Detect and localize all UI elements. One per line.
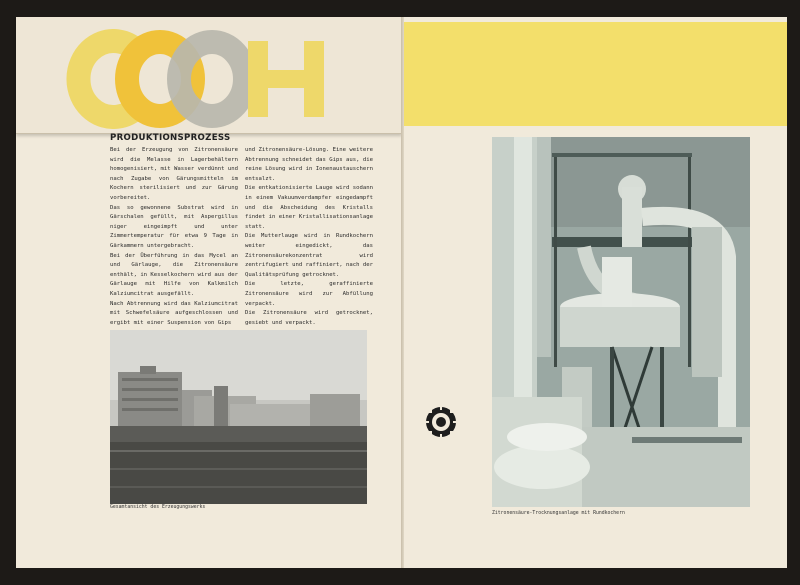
factory-photo <box>110 330 367 504</box>
paragraph: Das so gewonnene Substrat wird in Gärschalen gefüllt, mit Aspergillus niger eingeimpft und unter Zimmertemperatur für etwa 9 Tage in Gärkammern untergebracht. <box>110 204 238 249</box>
paragraph: Die Zitronensäure wird getrocknet, gesiebt und verpackt. <box>245 310 373 326</box>
plant-interior-photo <box>492 137 750 507</box>
paragraph: Bei der Überführung in das Mycel an und Gärlauge, die Zitronensäure enthält, in Kesselkochern wird aus der Gärlauge mit Hilfe von Kalkmilch Kalziumcitrat ausgefällt. <box>110 252 238 297</box>
paragraph: und Zitronensäure-Lösung. Eine weitere Abtrennung schneidet das Gips aus, die reine Lösung wird in Ionenaustauschern entsalzt. <box>245 147 373 182</box>
paragraph: Die letzte, geraffinierte Zitronensäure wird zur Abfüllung verpackt. <box>245 281 373 307</box>
paragraph: Die Mutterlauge wird in Rundkochern weiter eingedickt, das Zitronensäurekonzentrat wird zentrifugiert und raffiniert, nach der Qualitätsprüfung getrocknet. <box>245 233 373 278</box>
logo-chemical-formula <box>56 29 356 129</box>
company-emblem-icon <box>424 405 458 443</box>
caption-left: Gesamtansicht des Erzeugungswerks <box>110 505 206 510</box>
paragraph: Die entkationisierte Lauge wird sodann in einem Vakuumverdampfer eingedampft und die Abscheidung des Kristalls findet in einer Kristallisationsanlage statt. <box>245 185 373 230</box>
logo-letter-o-2 <box>179 42 245 116</box>
paragraph: Bei der Erzeugung von Zitronensäure wird die Melasse in Lagerbehältern homogenisiert, mit Wasser verdünnt und nach Zugabe von Gärungsmitteln im Kochern sterilisiert und zur Gärung vorbereitet. <box>110 147 238 201</box>
cover-flap <box>16 17 402 134</box>
caption-right: Zitronensäure-Trocknungsanlage mit Rundkochern <box>492 511 625 516</box>
paragraph: Nach Abtrennung wird das Kalziumcitrat mit Schwefelsäure aufgeschlossen und ergibt mit einer Suspension von Gips <box>110 300 238 326</box>
article-heading: PRODUKTIONSPROZESS <box>110 133 231 143</box>
article-column-2 <box>245 146 373 328</box>
article-column-1 <box>110 146 238 328</box>
yellow-band <box>404 22 787 126</box>
logo-letter-h <box>248 41 324 117</box>
